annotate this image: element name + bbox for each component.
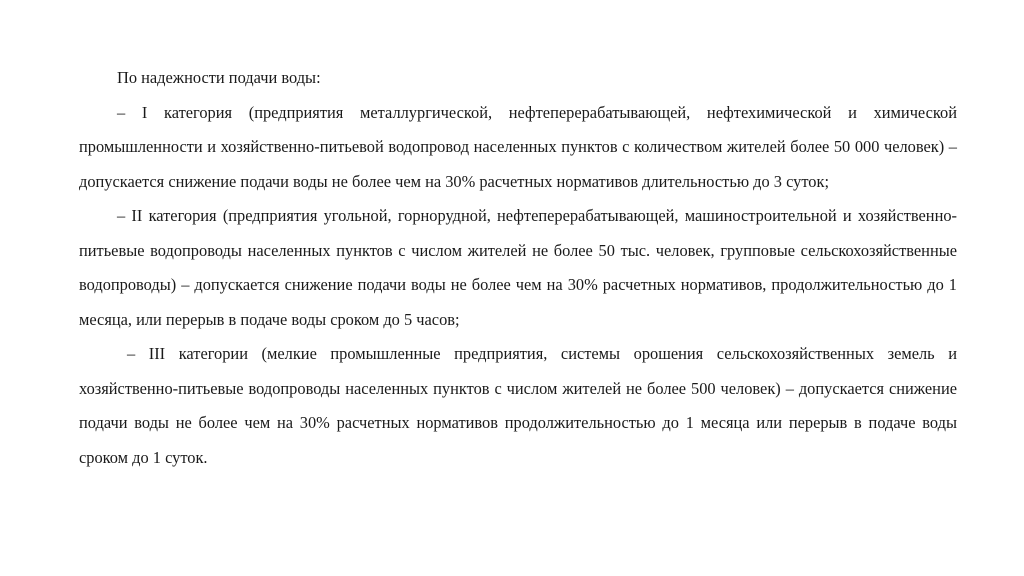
paragraph-category-1: – I категория (предприятия металлургической, нефтеперерабатывающей, нефтехимической и химической промышленности и хозяйственно-питьевой водопровод населенных пунктов с количеством жителей более 50 000 человек) – допускается снижение подачи воды не более чем на 30% расчетных нормативов длительностью до 3 суток;: [79, 102, 957, 191]
paragraph-category-3: – III категории (мелкие промышленные предприятия, системы орошения сельскохозяйственных земель и хозяйственно-питьевые водопроводы населенных пунктов с числом жителей не более 500 человек) – допускается снижение подачи воды не более чем на 30% расчетных нормативов продолжительностью до 1 месяца или перерыв в подаче воды сроком до 1 суток.: [79, 344, 957, 467]
document-heading: По надежности подачи воды:: [117, 68, 321, 87]
document-body: [79, 61, 957, 475]
paragraph-category-2: – II категория (предприятия угольной, горнорудной, нефтеперерабатывающей, машиностроительной и хозяйственно-питьевые водопроводы населенных пунктов с числом жителей не более 50 тыс. человек, групповые сельскохозяйственные водопроводы) – допускается снижение подачи воды не более чем на 30% расчетных нормативов, продолжительностью до 1 месяца, или перерыв в подаче воды сроком до 5 часов;: [79, 206, 957, 329]
